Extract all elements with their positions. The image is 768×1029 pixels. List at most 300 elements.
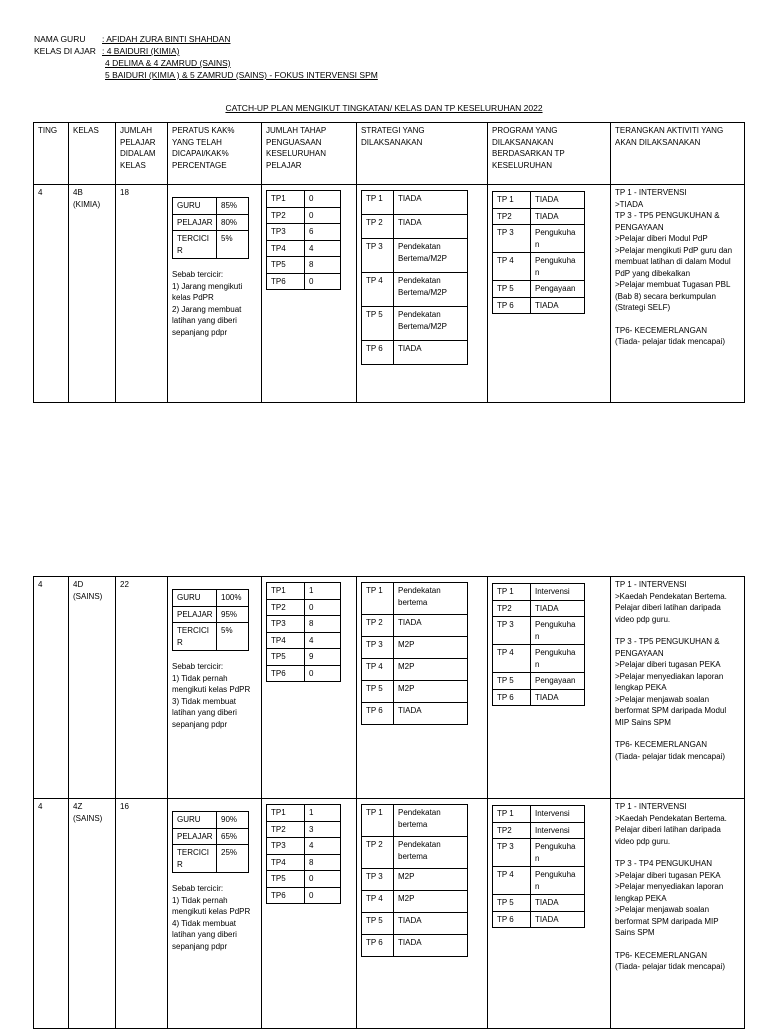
peratus-table-row [173,231,249,259]
aktiviti-line: TP 1 - INTERVENSI [615,580,687,589]
strategi-cell [357,577,488,799]
ting-cell: 4 [34,185,69,403]
aktiviti-line: >Kaedah Pendekatan Bertema. Pelajar diberi latihan daripada video pdp guru. [615,591,727,624]
aktiviti-line: TP6- KECEMERLANGAN [615,740,708,749]
strategi-table-value: Pendekatan bertema [394,837,468,869]
peratus-table-key: GURU [173,590,217,607]
strategi-table-key: TP 1 [362,191,394,215]
table-row [34,799,745,1029]
col-jumlah: JUMLAH PELAJAR DIDALAM KELAS [116,123,168,185]
tp-table-value: 0 [305,665,341,682]
peratus-table-key: PELAJAR [173,214,217,231]
kelas-line-2: 4 DELIMA & 4 ZAMRUD (SAINS) [105,58,231,68]
strategi-cell [357,185,488,403]
program-table-value: TIADA [531,600,585,617]
program-table [492,191,585,314]
program-cell [488,799,611,1029]
header-row [34,123,745,185]
kelas-cell [69,185,116,403]
col-program: PROGRAM YANG DILAKSANAKAN BERDASARKAN TP KESELURUHAN [488,123,611,185]
program-table-row [493,253,585,281]
peratus-table-row [173,828,249,845]
program-table-key: TP 4 [493,645,531,673]
aktiviti-line: TP6- KECEMERLANGAN [615,950,708,960]
aktiviti-line [615,314,740,325]
aktiviti-line [615,847,740,858]
program-table-row [493,806,585,823]
program-table-row [493,895,585,912]
aktiviti-line: (Tiada- pelajar tidak mencapai) [615,337,725,346]
strategi-table-value: TIADA [394,191,468,215]
tp-table-row [267,805,341,822]
strategi-table-row [362,191,468,215]
aktiviti-line: >Pelajar diberi tugasan PEKA [615,870,721,880]
aktiviti-line: >Pelajar diberi Modul PdP [615,234,708,243]
kelas-line: (SAINS) [73,591,103,601]
peratus-table-value: 65% [217,828,249,845]
kelas-cell [69,577,116,799]
strategi-table-row [362,805,468,837]
tp-table-row [267,273,341,290]
peratus-table-value: 25% [217,845,249,873]
tp-table-row [267,616,341,633]
peratus-table [172,197,249,259]
strategi-table-value: TIADA [394,703,468,725]
strategi-table-key: TP 1 [362,805,394,837]
strategi-table-value: M2P [394,869,468,891]
strategi-table-row [362,215,468,239]
strategi-table-wrap [361,801,483,957]
tp-table-value: 8 [305,616,341,633]
strategi-table-key: TP 1 [362,583,394,615]
aktiviti-line: TP 1 - INTERVENSI [615,188,687,197]
program-table-key: TP 1 [493,192,531,209]
tp-table-value: 4 [305,632,341,649]
program-table-key: TP 5 [493,673,531,690]
program-table-key: TP 1 [493,584,531,601]
strategi-table-wrap [361,579,483,725]
kelas-line-3: 5 BAIDURI (KIMIA ) & 5 ZAMRUD (SAINS) - FOKUS INTERVENSI SPM [105,70,378,80]
catchup-table-bottom [33,576,745,1029]
aktiviti-line [615,728,740,739]
tp-table-row [267,207,341,224]
tp-table-value: 1 [305,583,341,600]
program-table-row [493,673,585,690]
strategi-table-key: TP 2 [362,615,394,637]
strategi-table-row [362,659,468,681]
strategi-table-row [362,935,468,957]
tp-table-value: 4 [305,838,341,855]
col-peratus: PERATUS KAK% YANG TELAH DICAPAI/KAK% PERCENTAGE [168,123,262,185]
strategi-table-row [362,913,468,935]
strategi-table-key: TP 5 [362,913,394,935]
peratus-table-value: 80% [217,214,249,231]
program-table-row [493,600,585,617]
tp-table-key: TP3 [267,838,305,855]
aktiviti-cell [611,185,745,403]
jumlah-cell: 16 [116,799,168,1029]
aktiviti-line: >Pelajar menyediakan laporan lengkap PEKA [615,671,724,692]
sebab-line: Sebab tercicir: [172,270,224,279]
tp-table-value: 4 [305,240,341,257]
table-row [34,577,745,799]
tp-table-key: TP3 [267,224,305,241]
program-table-key: TP 5 [493,281,531,298]
strategi-table-key: TP 5 [362,307,394,341]
tp-table-row [267,240,341,257]
program-table-value: TIADA [531,911,585,928]
program-table-value: Pengukuha n [531,617,585,645]
kelas-line: 4Z [73,802,83,811]
program-table-value: TIADA [531,297,585,314]
tp-cell [262,577,357,799]
program-table-key: TP2 [493,208,531,225]
strategi-table-value: M2P [394,681,468,703]
ting-cell: 4 [34,577,69,799]
strategi-table-row [362,341,468,365]
sebab-line: 1) Jarang mengikuti kelas PdPR [172,281,243,302]
aktiviti-line: (Tiada- pelajar tidak mencapai) [615,962,725,971]
peratus-table-key: TERCICI R [173,623,217,651]
strategi-table-key: TP 6 [362,703,394,725]
peratus-cell [168,799,262,1029]
strategi-table-value: M2P [394,891,468,913]
aktiviti-line: >Pelajar menjawab soalan berformat SPM daripada MIP Sains SPM [615,905,719,937]
tp-table-key: TP6 [267,665,305,682]
strategi-table-row [362,703,468,725]
peratus-table-value: 5% [217,623,249,651]
program-table-wrap [492,187,606,314]
tp-table-row [267,887,341,904]
tp-table-key: TP1 [267,805,305,822]
strategi-table-key: TP 3 [362,869,394,891]
strategi-table-row [362,307,468,341]
peratus-table-key: GURU [173,812,217,829]
program-table-key: TP 6 [493,911,531,928]
tp-table-key: TP5 [267,871,305,888]
aktiviti-line: TP 3 - TP5 PENGUKUHAN & PENGAYAAN [615,637,720,658]
program-table-key: TP 6 [493,689,531,706]
tp-table-row [267,632,341,649]
program-table-row [493,839,585,867]
strategi-table-value: Pendekatan bertema [394,805,468,837]
tp-table-row [267,191,341,208]
tp-table-key: TP6 [267,273,305,290]
program-cell [488,577,611,799]
peratus-table-value: 90% [217,812,249,829]
tp-table-value: 1 [305,805,341,822]
strategi-table-key: TP 4 [362,273,394,307]
tp-table-key: TP6 [267,887,305,904]
aktiviti-line: >TIADA [615,199,644,209]
program-table-value: Pengayaan [531,281,585,298]
program-table-row [493,645,585,673]
kelas-line: 4B [73,188,83,197]
strategi-table-value: Pendekatan bertema [394,583,468,615]
tp-table-key: TP4 [267,240,305,257]
col-aktiviti: TERANGKAN AKTIVITI YANG AKAN DILAKSANAKAN [611,123,745,185]
tp-table-value: 3 [305,821,341,838]
tp-table-row [267,649,341,666]
peratus-table-key: PELAJAR [173,606,217,623]
program-table-value: Pengukuha n [531,225,585,253]
peratus-table-value: 100% [217,590,249,607]
program-table-key: TP 4 [493,253,531,281]
aktiviti-line: >Kaedah Pendekatan Bertema. Pelajar diberi latihan daripada video pdp guru. [615,813,727,846]
program-table-row [493,281,585,298]
tp-table-value: 0 [305,207,341,224]
strategi-table-row [362,273,468,307]
kelas-line: 4D [73,580,84,589]
program-table-key: TP 3 [493,225,531,253]
program-table-value: Pengayaan [531,673,585,690]
col-ting: TING [34,123,69,185]
sebab-line: 2) Jarang membuat latihan yang diberi sepanjang pdpr [172,304,242,337]
aktiviti-cell [611,577,745,799]
tp-table-key: TP5 [267,257,305,274]
peratus-table-row [173,623,249,651]
strategi-cell [357,799,488,1029]
program-table-value: TIADA [531,689,585,706]
program-table-row [493,225,585,253]
table-row [34,185,745,403]
program-cell [488,185,611,403]
col-strategi: STRATEGI YANG DILAKSANAKAN [357,123,488,185]
col-kelas: KELAS [69,123,116,185]
program-table-row [493,822,585,839]
tp-table-row [267,665,341,682]
strategi-table-key: TP 2 [362,837,394,869]
tp-table-row [267,599,341,616]
ting-cell: 4 [34,799,69,1029]
peratus-table-row [173,214,249,231]
aktiviti-line [615,625,740,636]
strategi-table-wrap [361,187,483,365]
program-table-value: Intervensi [531,822,585,839]
sebab-line: Sebab tercicir: [172,884,224,893]
program-table-key: TP 6 [493,297,531,314]
program-table-wrap [492,579,606,706]
document-title: CATCH-UP PLAN MENGIKUT TINGKATAN/ KELAS DAN TP KESELURUHAN 2022 [225,103,543,113]
peratus-table-row [173,590,249,607]
aktiviti-line: TP 3 - TP5 PENGUKUHAN & PENGAYAAN [615,211,720,232]
tp-table-row [267,871,341,888]
program-table-value: Pengukuha n [531,645,585,673]
program-table-value: TIADA [531,208,585,225]
sebab-line: 1) Tidak pernah mengikuti kelas PdPR [172,895,251,916]
aktiviti-line: TP 3 - TP4 PENGUKUHAN [615,859,713,868]
strategi-table [361,190,468,365]
tp-table-row [267,224,341,241]
jumlah-cell: 18 [116,185,168,403]
strategi-table-value: TIADA [394,341,468,365]
tp-table-key: TP3 [267,616,305,633]
peratus-table-key: GURU [173,198,217,215]
strategi-table-value: Pendekatan Bertema/M2P [394,273,468,307]
tp-table-value: 8 [305,854,341,871]
program-table-value: TIADA [531,192,585,209]
program-table-key: TP2 [493,822,531,839]
tp-table-wrap [266,187,352,290]
tp-table-row [267,854,341,871]
jumlah-cell: 22 [116,577,168,799]
strategi-table-value: Pendekatan Bertema/M2P [394,239,468,273]
strategi-table-value: TIADA [394,215,468,239]
program-table-row [493,297,585,314]
strategi-table-key: TP 6 [362,341,394,365]
program-table-row [493,689,585,706]
aktiviti-line [615,939,740,950]
strategi-table-row [362,869,468,891]
aktiviti-line: (Tiada- pelajar tidak mencapai) [615,751,725,761]
strategi-table-key: TP 3 [362,239,394,273]
program-table-row [493,208,585,225]
tp-table-wrap [266,579,352,682]
peratus-cell [168,185,262,403]
tp-table-key: TP2 [267,207,305,224]
peratus-table-wrap [172,187,257,259]
sebab-line: 3) Tidak membuat latihan yang diberi sepanjang pdpr [172,696,237,729]
sebab-tercicir [172,883,257,952]
sebab-line: Sebab tercicir: [172,662,224,671]
strategi-table [361,804,468,957]
tp-table-value: 0 [305,599,341,616]
tp-table-value: 0 [305,871,341,888]
tp-table-key: TP4 [267,632,305,649]
strategi-table-value: TIADA [394,935,468,957]
program-table-row [493,911,585,928]
peratus-table-key: TERCICI R [173,231,217,259]
tp-table-row [267,583,341,600]
program-table-value: Pengukuha n [531,867,585,895]
tp-table-wrap [266,801,352,904]
strategi-table-key: TP 6 [362,935,394,957]
program-table-row [493,584,585,601]
aktiviti-line: >Pelajar membuat Tugasan PBL (Bab 8) secara berkumpulan (Strategi SELF) [615,280,731,312]
peratus-table-key: TERCICI R [173,845,217,873]
aktiviti-line: TP 1 - INTERVENSI [615,802,687,811]
program-table-key: TP 3 [493,617,531,645]
peratus-table-value: 95% [217,606,249,623]
program-table-value: Pengukuha n [531,253,585,281]
peratus-table-wrap [172,801,257,873]
tp-table-key: TP1 [267,583,305,600]
tp-cell [262,185,357,403]
tp-table-key: TP5 [267,649,305,666]
sebab-tercicir [172,661,257,730]
tp-table-row [267,821,341,838]
peratus-table-row [173,198,249,215]
tp-cell [262,799,357,1029]
aktiviti-line: >Pelajar diberi tugasan PEKA [615,660,721,669]
guru-label: NAMA GURU [34,34,86,44]
program-table-wrap [492,801,606,928]
program-table-key: TP2 [493,600,531,617]
peratus-table [172,589,249,651]
tp-table-value: 9 [305,649,341,666]
tp-table [266,804,341,904]
program-table-key: TP 1 [493,806,531,823]
aktiviti-line: TP6- KECEMERLANGAN [615,325,708,335]
tp-table-value: 0 [305,273,341,290]
tp-table-value: 8 [305,257,341,274]
strategi-table-key: TP 3 [362,637,394,659]
peratus-table-value: 5% [217,231,249,259]
strategi-table-value: TIADA [394,913,468,935]
tp-table-key: TP1 [267,191,305,208]
strategi-table [361,582,468,725]
strategi-table-row [362,615,468,637]
peratus-table-row [173,812,249,829]
program-table-key: TP 3 [493,839,531,867]
program-table-row [493,192,585,209]
peratus-table [172,811,249,873]
program-table [492,805,585,928]
tp-table-value: 6 [305,224,341,241]
peratus-table-value: 85% [217,198,249,215]
strategi-table-key: TP 2 [362,215,394,239]
tp-table-value: 0 [305,191,341,208]
program-table-value: TIADA [531,895,585,912]
program-table-value: Pengukuha n [531,839,585,867]
tp-table-row [267,838,341,855]
strategi-table-key: TP 4 [362,659,394,681]
tp-table-key: TP2 [267,599,305,616]
peratus-table-wrap [172,579,257,651]
strategi-table-value: M2P [394,637,468,659]
strategi-table-row [362,583,468,615]
program-table-key: TP 5 [493,895,531,912]
strategi-table-key: TP 4 [362,891,394,913]
kelas-line-1: : 4 BAIDURI (KIMIA) [102,46,180,56]
kelas-line: (SAINS) [73,813,103,823]
tp-table-key: TP2 [267,821,305,838]
sebab-line: 1) Tidak pernah mengikuti kelas PdPR [172,673,251,694]
aktiviti-line: >Pelajar menyediakan laporan lengkap PEKA [615,882,724,903]
strategi-table-row [362,239,468,273]
peratus-table-row [173,606,249,623]
tp-table-value: 0 [305,887,341,904]
catchup-table-top [33,122,745,403]
program-table-value: Intervensi [531,806,585,823]
guru-value: : AFIDAH ZURA BINTI SHAHDAN [102,34,231,44]
aktiviti-line: >Pelajar mengikuti PdP guru dan membuat latihan di dalam Modul PdP yang dibekalkan [615,245,733,278]
peratus-cell [168,577,262,799]
peratus-table-row [173,845,249,873]
sebab-tercicir [172,269,257,338]
program-table-row [493,867,585,895]
program-table-row [493,617,585,645]
program-table-key: TP 4 [493,867,531,895]
strategi-table-row [362,681,468,703]
strategi-table-row [362,891,468,913]
col-tp: JUMLAH TAHAP PENGUASAAN KESELURUHAN PELAJAR [262,123,357,185]
kelas-line: (KIMIA) [73,199,101,209]
strategi-table-value: TIADA [394,615,468,637]
tp-table [266,582,341,682]
program-table-value: Intervensi [531,584,585,601]
tp-table-key: TP4 [267,854,305,871]
strategi-table-key: TP 5 [362,681,394,703]
strategi-table-row [362,637,468,659]
aktiviti-line: >Pelajar menjawab soalan berformat SPM daripada Modul MIP Sains SPM [615,694,727,727]
tp-table-row [267,257,341,274]
peratus-table-key: PELAJAR [173,828,217,845]
strategi-table-row [362,837,468,869]
kelas-label: KELAS DI AJAR [34,46,96,56]
kelas-cell [69,799,116,1029]
aktiviti-cell [611,799,745,1029]
